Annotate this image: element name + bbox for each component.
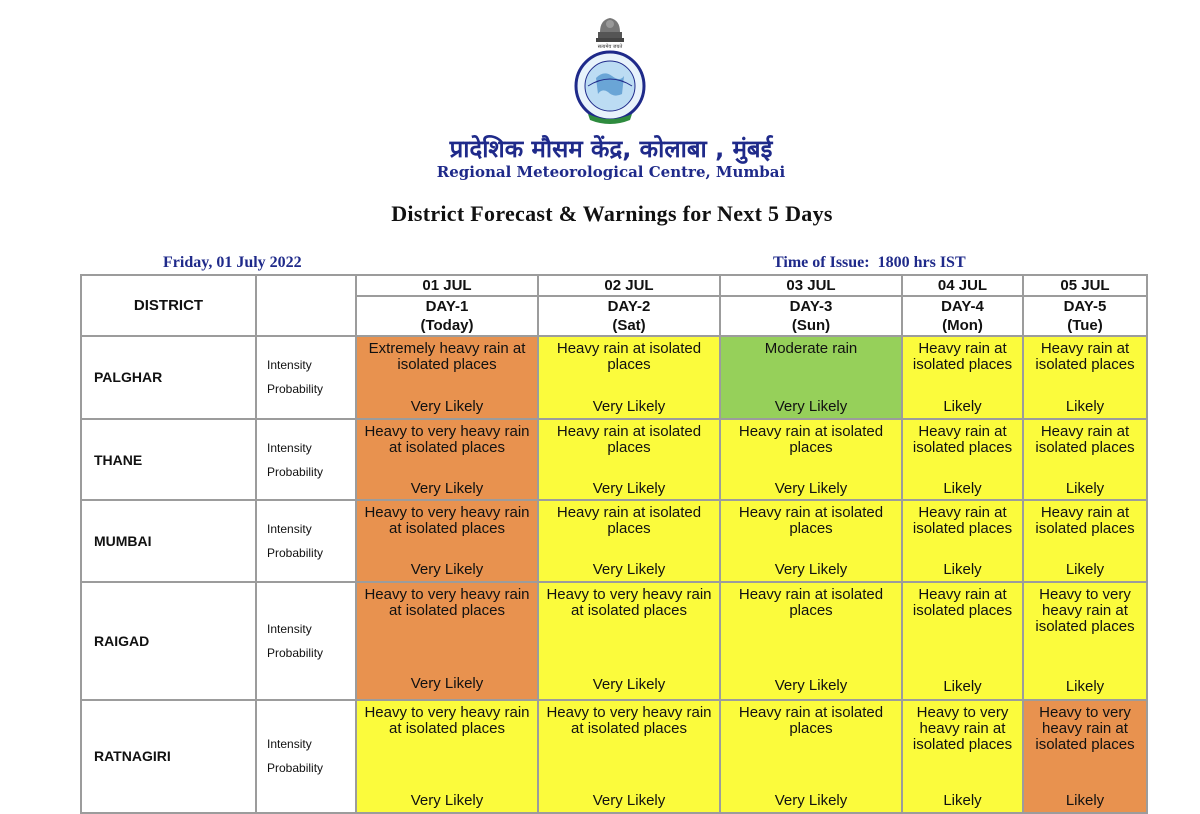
probability-text: Very Likely [592, 791, 666, 809]
day-weekday: (Tue) [1023, 316, 1147, 336]
row-labels [256, 419, 356, 501]
forecast-cell-content [1024, 337, 1146, 416]
forecast-cell [902, 500, 1023, 582]
forecast-cell-content [539, 337, 719, 416]
forecast-cell [538, 700, 720, 813]
intensity-label: Intensity [267, 358, 312, 373]
forecast-cell-content [1024, 701, 1146, 810]
forecast-cell-content [357, 337, 537, 416]
table-row [81, 582, 1147, 699]
intensity-text: Heavy rain at isolated places [1035, 504, 1135, 538]
forecast-cell [356, 419, 538, 501]
probability-text: Likely [943, 398, 982, 415]
intensity-text: Moderate rain [764, 340, 858, 357]
day-weekday: (Sun) [720, 316, 902, 336]
probability-text: Likely [1065, 791, 1105, 809]
intensity-text: Heavy rain at isolated places [556, 504, 702, 538]
intensity-text: Heavy to very heavy rain at isolated places [364, 422, 530, 456]
intensity-text: Heavy to very heavy rain at isolated places [912, 703, 1013, 753]
forecast-cell-content [1024, 583, 1146, 696]
day-number: DAY-4 [902, 296, 1023, 316]
intensity-text: Heavy rain at isolated places [912, 504, 1013, 538]
probability-text: Likely [1065, 561, 1105, 579]
intensity-text: Heavy rain at isolated places [556, 340, 702, 373]
day-date: 01 JUL [356, 275, 538, 296]
forecast-cell [1023, 700, 1147, 813]
probability-text: Very Likely [774, 479, 848, 497]
forecast-cell [1023, 582, 1147, 699]
forecast-cell [902, 336, 1023, 419]
forecast-cell-content [721, 583, 901, 695]
forecast-cell [1023, 419, 1147, 501]
row-labels [256, 582, 356, 699]
day-date: 02 JUL [538, 275, 720, 296]
probability-text: Very Likely [410, 675, 484, 693]
forecast-cell-content [903, 501, 1022, 579]
row-labels [256, 700, 356, 813]
forecast-cell [720, 700, 902, 813]
forecast-cell [1023, 336, 1147, 419]
intensity-text: Heavy rain at isolated places [738, 504, 884, 538]
emblem-icon [596, 18, 624, 42]
forecast-cell [538, 336, 720, 419]
day-number: DAY-3 [720, 296, 902, 316]
forecast-cell [356, 700, 538, 813]
forecast-cell-content [721, 701, 901, 810]
day-date: 05 JUL [1023, 275, 1147, 296]
forecast-cell [720, 582, 902, 699]
district-name: MUMBAI [81, 500, 256, 582]
english-title: Regional Meteorological Centre, Mumbai [436, 163, 786, 181]
table-row [81, 500, 1147, 582]
forecast-cell-content [903, 337, 1022, 416]
probability-text: Very Likely [774, 791, 848, 809]
intensity-text: Heavy rain at isolated places [738, 703, 884, 737]
district-header: DISTRICT [81, 275, 256, 336]
forecast-cell [902, 700, 1023, 813]
forecast-table [80, 274, 1148, 814]
intensity-text: Heavy to very heavy rain at isolated places [364, 703, 530, 737]
forecast-cell-content [1024, 501, 1146, 579]
probability-text: Very Likely [592, 561, 666, 579]
intensity-label: Intensity [267, 621, 312, 636]
issue-date: Friday, 01 July 2022 [163, 254, 302, 271]
forecast-cell-content [903, 420, 1022, 498]
day-date: 04 JUL [902, 275, 1023, 296]
table-row [81, 419, 1147, 501]
forecast-cell-content [357, 583, 537, 693]
intensity-text: Extremely heavy rain at isolated places [368, 340, 526, 373]
intensity-text: Heavy rain at isolated places [1035, 422, 1135, 456]
forecast-cell [356, 336, 538, 419]
forecast-cell-content [903, 701, 1022, 810]
forecast-cell [538, 500, 720, 582]
forecast-cell-content [539, 701, 719, 810]
district-name: RATNAGIRI [81, 700, 256, 813]
forecast-cell [902, 419, 1023, 501]
forecast-cell-content [903, 583, 1022, 696]
svg-text:सत्यमेव जयते: सत्यमेव जयते [597, 44, 623, 50]
probability-text: Very Likely [592, 676, 666, 694]
intensity-text: Heavy to very heavy rain at isolated places [546, 703, 712, 737]
intensity-label: Intensity [267, 522, 312, 537]
forecast-cell [720, 419, 902, 501]
probability-text: Likely [943, 479, 982, 497]
row-labels [256, 336, 356, 419]
forecast-cell [356, 500, 538, 582]
probability-text: Very Likely [592, 479, 666, 497]
forecast-cell-content [539, 420, 719, 498]
probability-text: Very Likely [774, 398, 848, 415]
probability-label: Probability [267, 464, 324, 479]
intensity-text: Heavy rain at isolated places [912, 340, 1013, 373]
intensity-text: Heavy to very heavy rain at isolated places [364, 586, 530, 620]
probability-text: Likely [1065, 678, 1105, 696]
page-title: District Forecast & Warnings for Next 5 Days [391, 201, 833, 226]
forecast-cell [720, 336, 902, 419]
table-row [81, 700, 1147, 813]
district-name: RAIGAD [81, 582, 256, 699]
probability-label: Probability [267, 382, 324, 397]
row-labels [256, 500, 356, 582]
forecast-cell [538, 582, 720, 699]
label-header [256, 275, 356, 336]
intensity-label: Intensity [267, 737, 312, 752]
forecast-cell-content [721, 420, 901, 498]
probability-text: Very Likely [410, 561, 484, 579]
forecast-cell-content [1024, 420, 1146, 498]
forecast-cell [902, 582, 1023, 699]
intensity-text: Heavy to very heavy rain at isolated places [1035, 703, 1135, 753]
probability-text: Likely [1065, 398, 1105, 415]
intensity-text: Heavy rain at isolated places [738, 422, 884, 456]
imd-logo [558, 12, 662, 126]
intensity-text: Heavy rain at isolated places [738, 586, 884, 620]
probability-text: Very Likely [774, 677, 848, 695]
forecast-cell-content [539, 501, 719, 579]
day-number: DAY-2 [538, 296, 720, 316]
probability-label: Probability [267, 546, 324, 561]
intensity-text: Heavy rain at isolated places [912, 586, 1013, 620]
forecast-cell-content [357, 501, 537, 579]
day-number: DAY-1 [356, 296, 538, 316]
probability-text: Very Likely [410, 791, 484, 809]
issue-time: Time of Issue: 1800 hrs IST [773, 254, 966, 271]
forecast-cell-content [357, 701, 537, 810]
forecast-cell-content [539, 583, 719, 694]
probability-text: Very Likely [410, 398, 484, 415]
day-weekday: (Today) [356, 316, 538, 336]
intensity-text: Heavy to very heavy rain at isolated places [1035, 586, 1135, 636]
day-number: DAY-5 [1023, 296, 1147, 316]
probability-text: Very Likely [592, 398, 666, 415]
day-weekday: (Mon) [902, 316, 1023, 336]
forecast-cell-content [721, 501, 901, 579]
forecast-cell-content [721, 337, 901, 416]
hindi-title: प्रादेशिक मौसम केंद्र, कोलाबा , मुंबई [449, 135, 773, 163]
forecast-cell [720, 500, 902, 582]
probability-text: Very Likely [410, 479, 484, 497]
probability-text: Likely [1065, 479, 1105, 497]
header-row-dates [81, 275, 1147, 296]
forecast-cell [538, 419, 720, 501]
day-weekday: (Sat) [538, 316, 720, 336]
intensity-text: Heavy to very heavy rain at isolated places [546, 586, 712, 620]
forecast-cell-content [357, 420, 537, 498]
probability-text: Likely [943, 561, 982, 579]
probability-text: Likely [943, 678, 982, 696]
intensity-text: Heavy rain at isolated places [556, 422, 702, 456]
probability-text: Very Likely [774, 561, 848, 579]
forecast-cell [356, 582, 538, 699]
forecast-cell [1023, 500, 1147, 582]
district-name: PALGHAR [81, 336, 256, 419]
district-name: THANE [81, 419, 256, 501]
probability-text: Likely [943, 791, 982, 809]
table-row [81, 336, 1147, 419]
probability-label: Probability [267, 645, 324, 660]
intensity-label: Intensity [267, 440, 312, 455]
intensity-text: Heavy rain at isolated places [912, 422, 1013, 456]
day-date: 03 JUL [720, 275, 902, 296]
intensity-text: Heavy rain at isolated places [1035, 340, 1135, 373]
probability-label: Probability [267, 761, 324, 776]
intensity-text: Heavy to very heavy rain at isolated places [364, 504, 530, 538]
